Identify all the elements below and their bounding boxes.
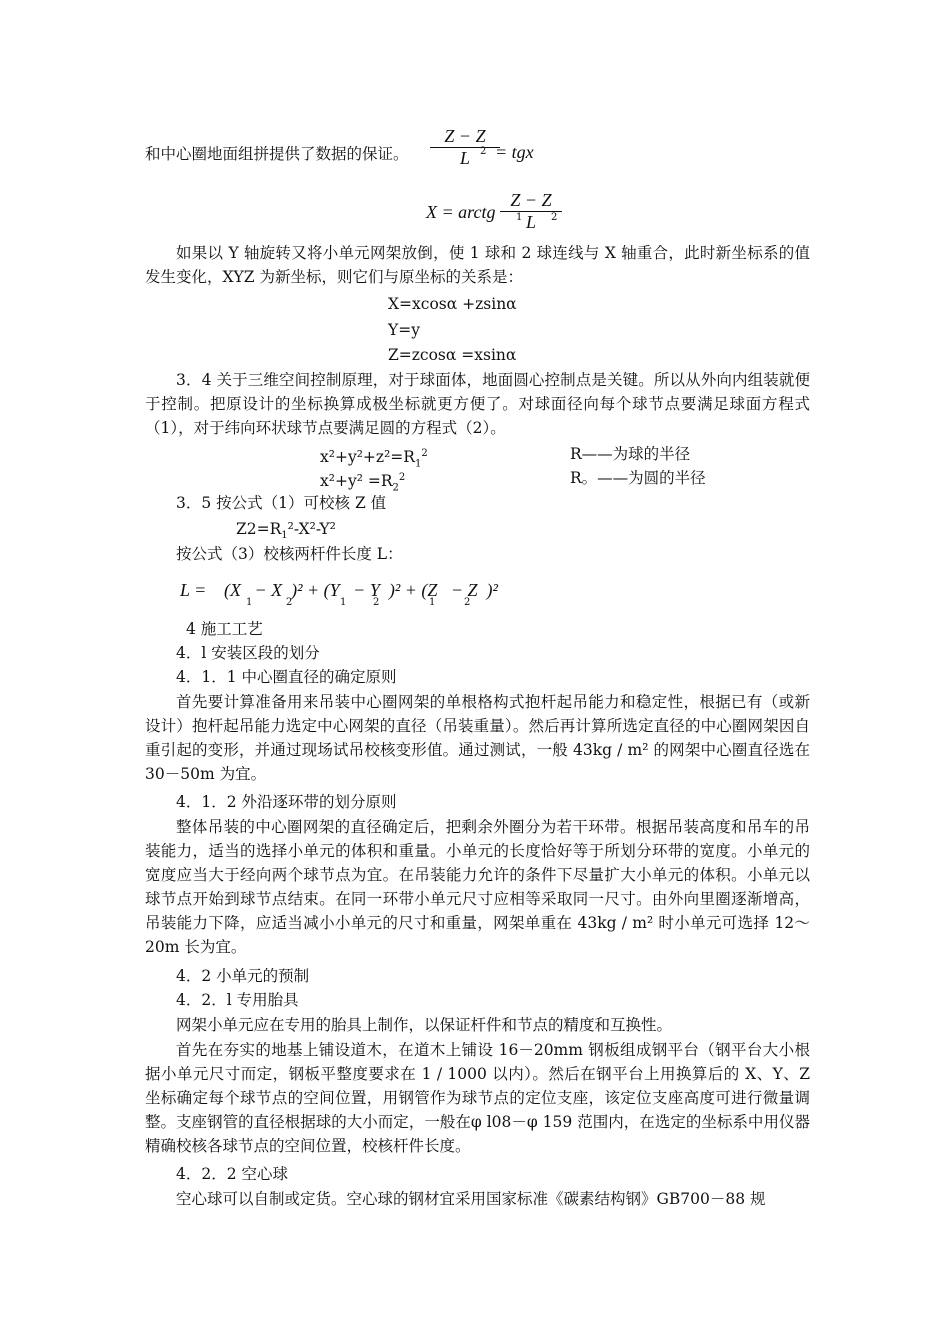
circle-equation-sub: 2 [392,482,399,494]
sphere-radius-note: R——为球的半径 [570,445,691,463]
formula-l-body: (X − X )² + (Y − Y )² + (Z − Z )² [224,580,498,600]
formula-l-sub-2: 2 [286,597,293,608]
formula-l-sub-4: 2 [373,597,380,608]
circle-radius-note: R。——为圆的半径 [570,469,706,487]
transform-z: Z=zcosα =xsinα [388,346,517,364]
formula-l-sub-3: 1 [340,597,347,608]
formula-1-rhs: = tgx [495,142,534,162]
paragraph-4-2-1-a: 网架小单元应在专用的胎具上制作，以保证杆件和节点的精度和互换性。 [176,1016,673,1034]
z-equation-post: ²-X²-Y² [287,520,336,538]
circle-equation-sup: 2 [398,472,406,483]
formula-l-lhs: L = [180,580,207,600]
paragraph-4-2-2: 空心球可以自制或定货。空心球的钢材宜采用国家标准《碳素结构钢》GB700－88 规 [176,1190,766,1208]
formula-1-numerator: Z − Z [444,126,486,146]
heading-4-2: 4．2 小单元的预制 [176,967,310,985]
heading-4-1-1: 4．1．1 中心圈直径的确定原则 [176,668,397,686]
transform-x: X=xcosα +zsinα [388,295,517,313]
paragraph-3-4: 3．4 关于三维空间控制原理，对于球面体，地面圆心控制点是关键。所以从外向内组装就便于控制。把原设计的坐标换算成极坐标就更方便了。对球面径向每个球节点要满足球面方程式（1），对于纬向环状球节点要满足圆的方程式（2）。 [145,371,810,437]
paragraph-4-1-1: 首先要计算准备用来吊装中心圈网架的单根格构式抱杆起吊能力和稳定性，根据已有（或新设计）抱杆起吊能力选定中心网架的直径（吊装重量）。然后再计算所选定直径的中心圈网架因自重引起的变形，并通过现场试吊校核变形值。通过测试，一般 43kg / m² 的网架中心圈直径选在 30－50m 为宜。 [145,693,810,783]
formula-l-sub-1: 1 [246,597,253,608]
sphere-equation-sup: 2 [421,448,428,459]
heading-3-5: 3．5 按公式（1）可校核 Z 值 [176,494,387,512]
z-equation [236,519,336,546]
formula-l-sub-6: 2 [464,597,471,608]
heading-4-1-2: 4．1．2 外沿逐环带的划分原则 [176,793,397,811]
formula-1-fraction [430,126,500,169]
formula-1-denominator: L [459,148,470,168]
heading-4-2-2: 4．2．2 空心球 [176,1165,289,1183]
z-equation-sub: 1 [281,530,288,542]
paragraph-4-1-2: 整体吊装的中心圈网架的直径确定后，把剩余外圈分为若干环带。根据吊装高度和吊车的吊装能力，适当的选择小单元的体积和重量。小单元的长度恰好等于所划分环带的宽度。小单元的宽度应当大于经向两个球节点为宜。在吊装能力允许的条件下尽量扩大小单元的体积。小单元以球节点开始到球节点结束。在同一环带小单元尺寸应相等采取同一尺寸。由外向里圈逐渐增高，吊装能力下降，应适当减小小单元的尺寸和重量，网架单重在 43kg / m² 时小单元可选择 12～20m 长为宜。 [145,818,810,956]
formula-2-lhs: X = arctg [426,202,496,222]
intro-line: 和中心圈地面组拼提供了数据的保证。 [145,145,409,163]
heading-4: 4 施工工艺 [186,620,263,638]
formula-2-subscript-1: 1 [516,212,523,223]
paragraph-4-2-1-b: 首先在夯实的地基上铺设道木，在道木上铺设 16－20mm 钢板组成钢平台（钢平台大小根据小单元尺寸而定，钢板平整度要求在 1 / 1000 以内）。然后在钢平台上用换算后的 X、Y、Z 坐标确定每个球节点的空间位置，用钢管作为球节点的定位支座，该定位支座高度可进行微量调整。支座钢管的直径根据球的大小而定，一般在φ l08－φ 159 范围内，在选定的坐标系中用仪器精确校核各球节点的空间位置，校核杆件长度。 [145,1041,810,1155]
transform-y: Y=y [388,321,420,339]
heading-4-1: 4．l 安装区段的划分 [176,644,320,662]
sphere-equation-text: x²+y²+z²=R [320,448,415,467]
heading-length-check: 按公式（3）校核两杆件长度 L： [176,545,403,563]
formula-1-subscript: 2 [480,146,487,157]
z-equation-pre: Z2=R [236,520,282,538]
formula-2-denominator: L [525,212,536,232]
heading-4-2-1: 4．2．l 专用胎具 [176,991,299,1009]
paragraph-rotation: 如果以 Y 轴旋转又将小单元网架放倒，使 1 球和 2 球连线与 X 轴重合，此时新坐标系的值发生变化，XYZ 为新坐标，则它们与原坐标的关系是： [145,244,810,286]
formula-l-sub-5: 1 [429,597,436,608]
formula-2-subscript-2: 2 [551,212,558,223]
circle-equation-text: x²+y² =R [320,472,393,491]
sphere-equation-sub: 1 [414,458,422,470]
formula-2-numerator: Z − Z [510,190,552,210]
